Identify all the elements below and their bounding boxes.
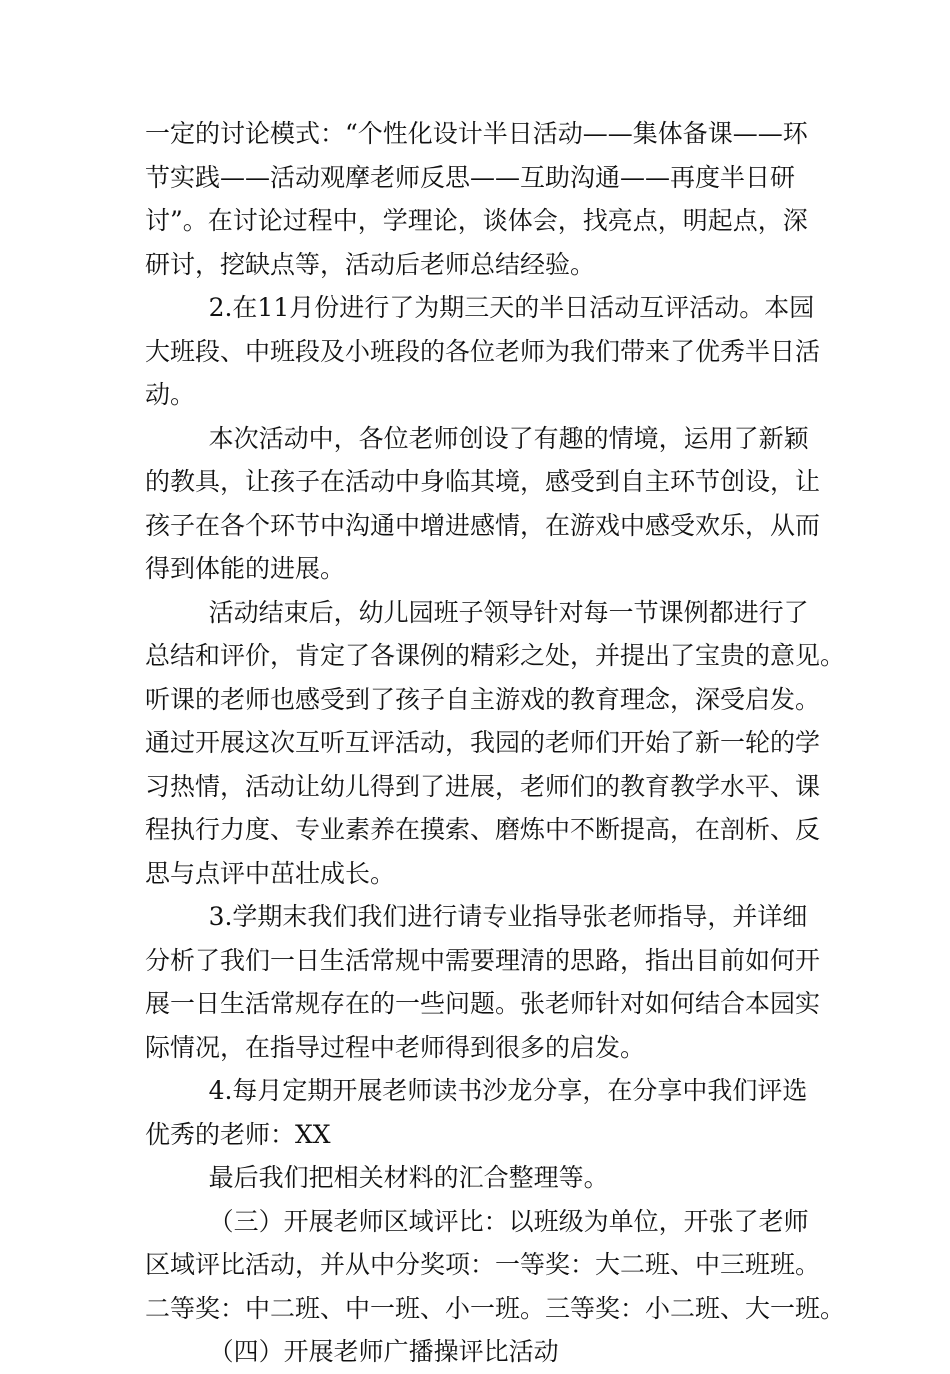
text-line: 2.在11月份进行了为期三天的半日活动互评活动。本园 [145, 293, 815, 322]
text-line: 节实践——活动观摩老师反思——互助沟通——再度半日研 [145, 162, 796, 192]
text-line: 孩子在各个环节中沟通中增进感情，在游戏中感受欢乐，从而 [145, 510, 821, 540]
text-line: 研讨，挖缺点等，活动后老师总结经验。 [145, 249, 596, 279]
text-line: 动。 [145, 380, 196, 409]
text-line: 二等奖：中二班、中一班、小一班。三等奖：小二班、大一班。 [145, 1293, 846, 1323]
document-body [145, 112, 846, 1374]
text-line: 程执行力度、专业素养在摸索、磨炼中不断提高，在剖析、反 [145, 815, 821, 844]
text-line: （四）开展老师广播操评比活动 [145, 1337, 559, 1366]
text-line: 思与点评中茁壮成长。 [145, 858, 396, 888]
text-line: 大班段、中班段及小班段的各位老师为我们带来了优秀半日活 [145, 336, 821, 366]
text-line: 4.每月定期开展老师读书沙龙分享，在分享中我们评选 [145, 1076, 808, 1105]
text-line: 3.学期末我们我们进行请专业指导张老师指导，并详细 [145, 902, 808, 931]
text-line: 本次活动中，各位老师创设了有趣的情境，运用了新颖 [145, 423, 809, 453]
text-line: 一定的讨论模式：“个性化设计半日活动——集体备课——环 [145, 119, 808, 148]
text-line: 活动结束后，幼儿园班子领导针对每一节课例都进行了 [145, 597, 809, 627]
text-line: 际情况，在指导过程中老师得到很多的启发。 [145, 1032, 646, 1062]
text-line: （三）开展老师区域评比：以班级为单位，开张了老师 [145, 1206, 809, 1236]
text-line: 得到体能的进展。 [145, 554, 346, 583]
text-line: 最后我们把相关材料的汇合整理等。 [145, 1163, 609, 1192]
text-line: 分析了我们一日生活常规中需要理清的思路，指出目前如何开 [145, 945, 821, 975]
text-line: 区域评比活动，并从中分奖项：一等奖：大二班、中三班班。 [145, 1250, 821, 1279]
text-line: 优秀的老师：XX [145, 1119, 331, 1149]
text-line: 展一日生活常规存在的一些问题。张老师针对如何结合本园实 [145, 989, 821, 1018]
text-line: 的教具，让孩子在活动中身临其境，感受到自主环节创设，让 [145, 467, 821, 496]
text-line: 讨”。在讨论过程中，学理论，谈体会，找亮点，明起点，深 [145, 206, 808, 235]
text-line: 通过开展这次互听互评活动，我园的老师们开始了新一轮的学 [145, 728, 821, 757]
text-line: 习热情，活动让幼儿得到了进展，老师们的教育教学水平、课 [145, 771, 821, 801]
text-line: 听课的老师也感受到了孩子自主游戏的教育理念，深受启发。 [145, 684, 821, 714]
text-line: 总结和评价，肯定了各课例的精彩之处，并提出了宝贵的意见。 [145, 641, 846, 670]
